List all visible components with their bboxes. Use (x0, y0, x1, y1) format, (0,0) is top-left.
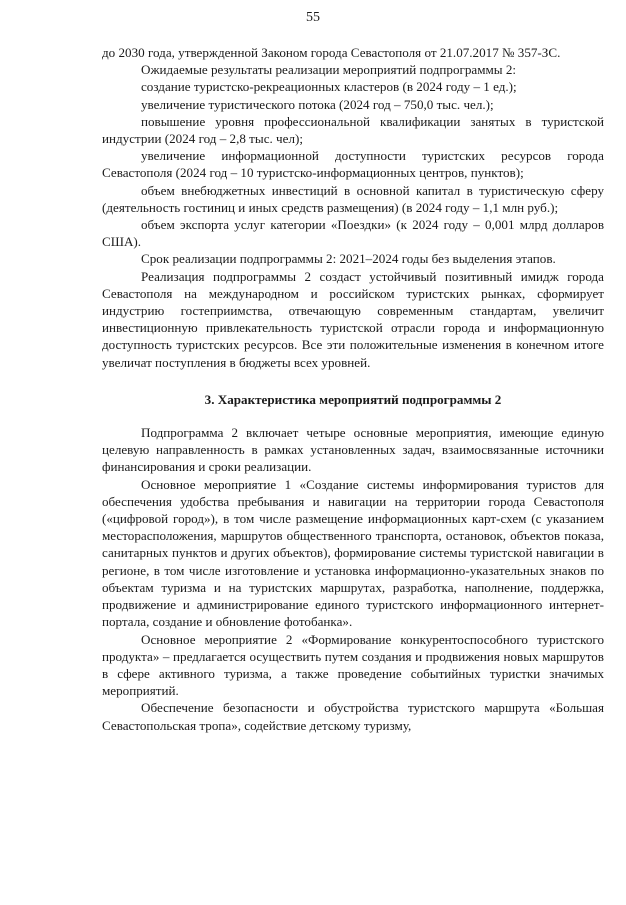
paragraph: объем внебюджетных инвестиций в основной капитал в туристическую сферу (деятельность гостиниц и иных средств размещения) (в 2024 году – 1,1 млн руб.); (102, 182, 604, 215)
paragraph: увеличение туристического потока (2024 год – 750,0 тыс. чел.); (141, 96, 494, 112)
paragraph: повышение уровня профессиональной квалификации занятых в туристской индустрии (2024 год – 2,8 тыс. чел); (102, 113, 604, 147)
paragraph: Срок реализации подпрограммы 2: 2021–2024 годы без выделения этапов. (141, 251, 556, 267)
paragraph: до 2030 года, утвержденной Законом города Севастополя от 21.07.2017 № 357-ЗС. (102, 45, 561, 60)
paragraph: увеличение информационной доступности туристских ресурсов города Севастополя (2024 год – 10 туристско-информационных центров, пунктов); (102, 148, 604, 181)
paragraph: объем экспорта услуг категории «Поездки» (к 2024 году – 0,001 млрд долларов США). (102, 217, 604, 250)
spacer (102, 408, 604, 424)
paragraph: Основное мероприятие 1 «Создание системы информирования туристов для обеспечения удобства пребывания и навигации на территории города Севастополя («цифровой город»), в том числе размещение информационных карт-схем (с указанием месторасположения, маршрутов общественного транспорта, остановок, объектов показа, санитарных пунктов и других объектов), формирование системы туристской навигации в регионе, в том числе изготовление и установка информационно-указательных знаков по объектам туризма и на туристских маршрутах, разработка, наполнение, поддержка, продвижение и администрирование единого туристского информационного интернет-портала, создание и обновление фотобанка». (102, 476, 604, 630)
paragraph: Ожидаемые результаты реализации мероприятий подпрограммы 2: (141, 62, 517, 78)
section-heading: 3. Характеристика мероприятий подпрограммы 2 (204, 391, 502, 407)
page-number: 55 (306, 10, 320, 25)
paragraph: Обеспечение безопасности и обустройства туристского маршрута «Большая Севастопольская тропа», содействие детскому туризму, (102, 700, 604, 733)
spacer (102, 371, 604, 391)
paragraph: создание туристско-рекреационных кластеров (в 2024 году – 1 ед.); (141, 79, 517, 95)
paragraph: Реализация подпрограммы 2 создаст устойчивый позитивный имидж города Севастополя на международном и российском туристских рынках, сформирует индустрию гостеприимства, отвечающую современным стандартам, увеличит инвестиционную привлекательность туристской отрасли города и информационную доступность туристских ресурсов. Все эти положительные изменения в конечном итоге увеличат поступления в бюджеты всех уровней. (102, 268, 604, 370)
page-body (102, 44, 604, 734)
paragraph: Подпрограмма 2 включает четыре основные мероприятия, имеющие единую целевую направленность в рамках установленных задач, взаимосвязанные источники финансирования и сроки реализации. (102, 425, 604, 475)
paragraph: Основное мероприятие 2 «Формирование конкурентоспособного туристского продукта» – предлагается осуществить путем создания и продвижения новых маршрутов в сфере активного туризма, а также проведение событийных туристки значимых мероприятий. (102, 631, 604, 699)
